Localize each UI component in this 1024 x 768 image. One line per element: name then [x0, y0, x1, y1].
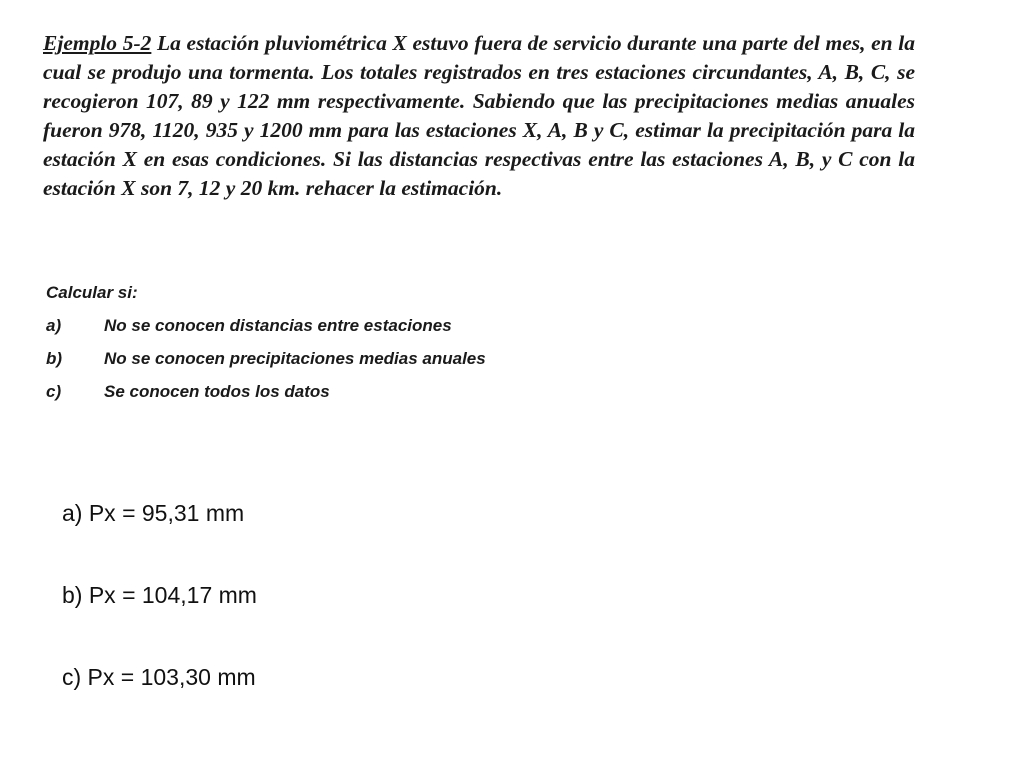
- calc-item-b: [46, 346, 486, 379]
- results: [62, 493, 257, 739]
- example-label: Ejemplo 5-2: [43, 31, 152, 55]
- calc-item-marker: c): [46, 382, 62, 401]
- problem-statement: [43, 29, 915, 203]
- calc-item-marker: a): [46, 316, 62, 335]
- result-c: c) Px = 103,30 mm: [62, 664, 256, 690]
- problem-text: La estación pluviométrica X estuvo fuera de servicio durante una parte del mes, en la cual se produjo una tormenta. Los totales registrados en tres estaciones circundantes, A, B, C, se recogieron 107, 89 y 122 mm respectivamente. Sabiendo que las precipitaciones medias anuales fueron 978, 1120, 935 y 1200 mm para las estaciones X, A, B y C, estimar la precipitación para la estación X en esas condiciones. Si las distancias respectivas entre las estaciones A, B, y C con la estación X son 7, 12 y 20 km. rehacer la estimación.: [43, 31, 915, 200]
- calc-item-c: [46, 379, 486, 412]
- calculation-cases: [46, 280, 486, 412]
- result-a: a) Px = 95,31 mm: [62, 500, 245, 526]
- calc-item-marker: b): [46, 349, 63, 368]
- calc-item-text: Se conocen todos los datos: [104, 382, 330, 401]
- calc-item-text: No se conocen precipitaciones medias anuales: [104, 349, 486, 368]
- calc-item-a: [46, 313, 486, 346]
- calc-title: Calcular si:: [46, 283, 138, 302]
- calc-item-text: No se conocen distancias entre estaciones: [104, 316, 452, 335]
- result-b: b) Px = 104,17 mm: [62, 582, 257, 608]
